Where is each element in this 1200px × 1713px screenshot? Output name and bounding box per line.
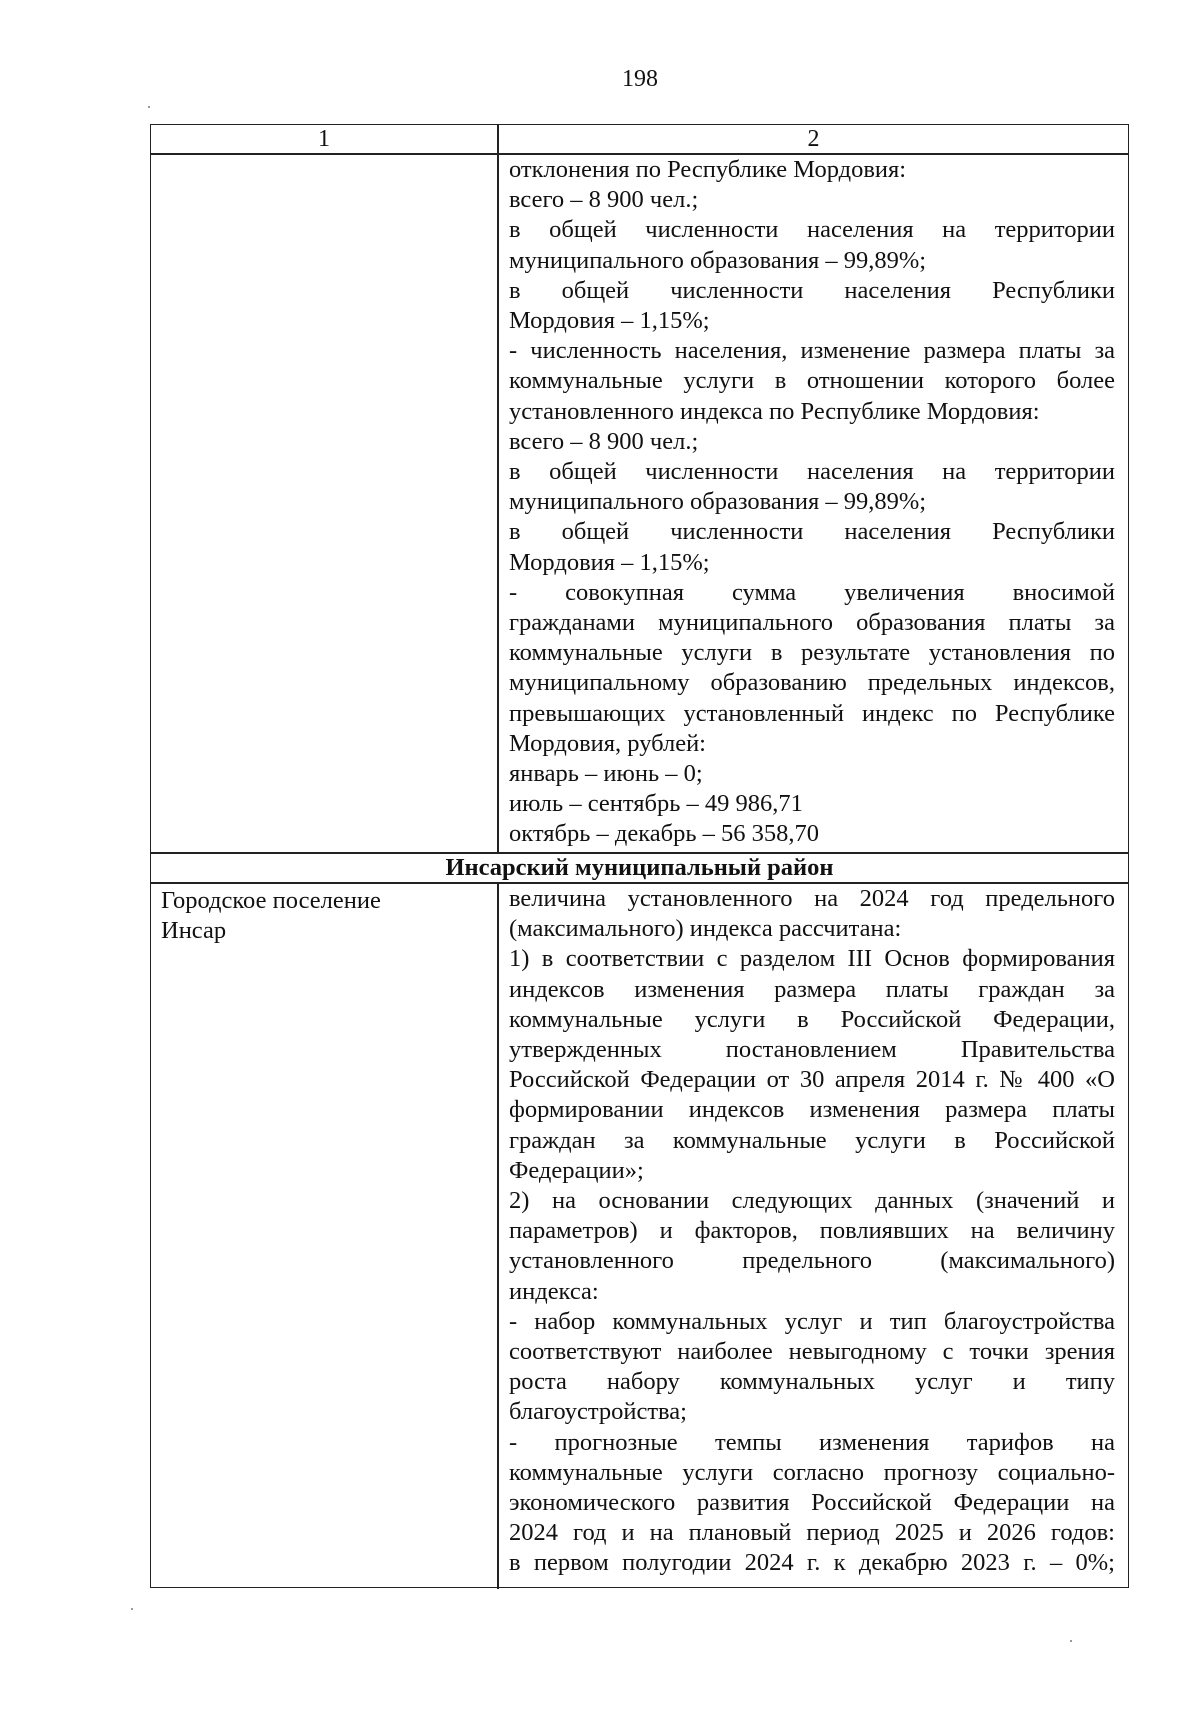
- text-line: Мордовия – 1,15%;: [509, 548, 710, 576]
- page-number: 198: [622, 66, 658, 92]
- text-line: граждан за коммунальные услуги в Российской: [509, 1126, 1115, 1154]
- document-table: [150, 124, 1129, 1588]
- text-line: коммунальные услуги в результате установления по: [509, 639, 1115, 667]
- text-line: - набор коммунальных услуг и тип благоустройства: [509, 1307, 1115, 1335]
- text-line: всего – 8 900 чел.;: [509, 186, 699, 214]
- text-line: индексов изменения размера платы граждан за: [509, 975, 1115, 1003]
- text-line: в первом полугодии 2024 г. к декабрю 2023 г. – 0%;: [509, 1549, 1115, 1577]
- text-line: муниципального образования – 99,89%;: [509, 488, 927, 516]
- text-line: утвержденных постановлением Правительства: [509, 1036, 1115, 1064]
- section-text: [509, 884, 1115, 1579]
- text-line: благоустройства;: [509, 1398, 687, 1426]
- scan-speck: [1070, 1640, 1072, 1642]
- text-line: величина установленного на 2024 год предельного: [509, 885, 1115, 912]
- text-line: октябрь – декабрь – 56 358,70: [509, 820, 820, 848]
- text-line: индекса:: [509, 1277, 599, 1305]
- text-line: 2024 год и на плановый период 2025 и 2026 годов:: [509, 1519, 1115, 1547]
- text-line: формировании индексов изменения размера платы: [509, 1096, 1115, 1124]
- text-line: всего – 8 900 чел.;: [509, 427, 699, 455]
- municipality-line: Городское поселение: [161, 887, 381, 914]
- text-line: январь – июнь – 0;: [509, 760, 703, 788]
- text-line: - численность населения, изменение размера платы за: [509, 337, 1115, 365]
- text-line: коммунальные услуги в отношении которого более: [509, 367, 1115, 395]
- column-header-2: 2: [807, 126, 820, 152]
- text-line: в общей численности населения Республики: [509, 518, 1115, 546]
- text-line: гражданами муниципального образования платы за: [509, 609, 1115, 637]
- text-line: муниципального образования – 99,89%;: [509, 246, 927, 274]
- text-line: коммунальные услуги в Российской Федерации,: [509, 1005, 1115, 1033]
- text-line: июль – сентябрь – 49 986,71: [509, 790, 803, 818]
- text-line: отклонения по Республике Мордовия:: [509, 156, 907, 183]
- text-line: 1) в соответствии с разделом III Основ формирования: [509, 945, 1115, 973]
- text-line: экономического развития Российской Федерации на: [509, 1489, 1115, 1517]
- scan-speck: [131, 1608, 133, 1610]
- text-line: в общей численности населения Республики: [509, 276, 1115, 304]
- column-divider-bottom: [497, 882, 499, 1589]
- column-header-1: 1: [318, 126, 330, 152]
- text-line: муниципальному образованию предельных индексов,: [509, 669, 1115, 697]
- column-divider-top: [497, 125, 499, 852]
- text-line: соответствуют наиболее невыгодному с точки зрения: [509, 1338, 1115, 1366]
- scan-speck: [148, 106, 150, 108]
- municipality-line: Инсар: [161, 917, 227, 945]
- text-line: Мордовия – 1,15%;: [509, 307, 710, 335]
- section-title: Инсарский муниципальный район: [445, 854, 834, 881]
- text-line: в общей численности населения на территории: [509, 216, 1115, 244]
- text-line: параметров) и факторов, повлиявших на величину: [509, 1217, 1115, 1245]
- text-line: - прогнозные темпы изменения тарифов на: [509, 1428, 1115, 1456]
- text-line: коммунальные услуги согласно прогнозу социально-: [509, 1458, 1115, 1486]
- text-line: установленного предельного (максимального): [509, 1247, 1115, 1275]
- text-line: Мордовия, рублей:: [509, 729, 706, 757]
- text-line: 2) на основании следующих данных (значений и: [509, 1187, 1115, 1215]
- text-line: Федерации»;: [509, 1156, 644, 1184]
- text-line: (максимального) индекса рассчитана:: [509, 915, 902, 943]
- text-line: роста набору коммунальных услуг и типу: [509, 1368, 1115, 1396]
- municipality-name: [161, 886, 481, 946]
- text-line: установленного индекса по Республике Мордовия:: [509, 397, 1040, 425]
- text-line: превышающих установленный индекс по Республике: [509, 699, 1115, 727]
- text-line: Российской Федерации от 30 апреля 2014 г. № 400 «О: [509, 1066, 1115, 1094]
- text-line: - совокупная сумма увеличения вносимой: [509, 578, 1115, 606]
- text-line: в общей численности населения на территории: [509, 458, 1115, 486]
- continuation-text: [509, 155, 1115, 850]
